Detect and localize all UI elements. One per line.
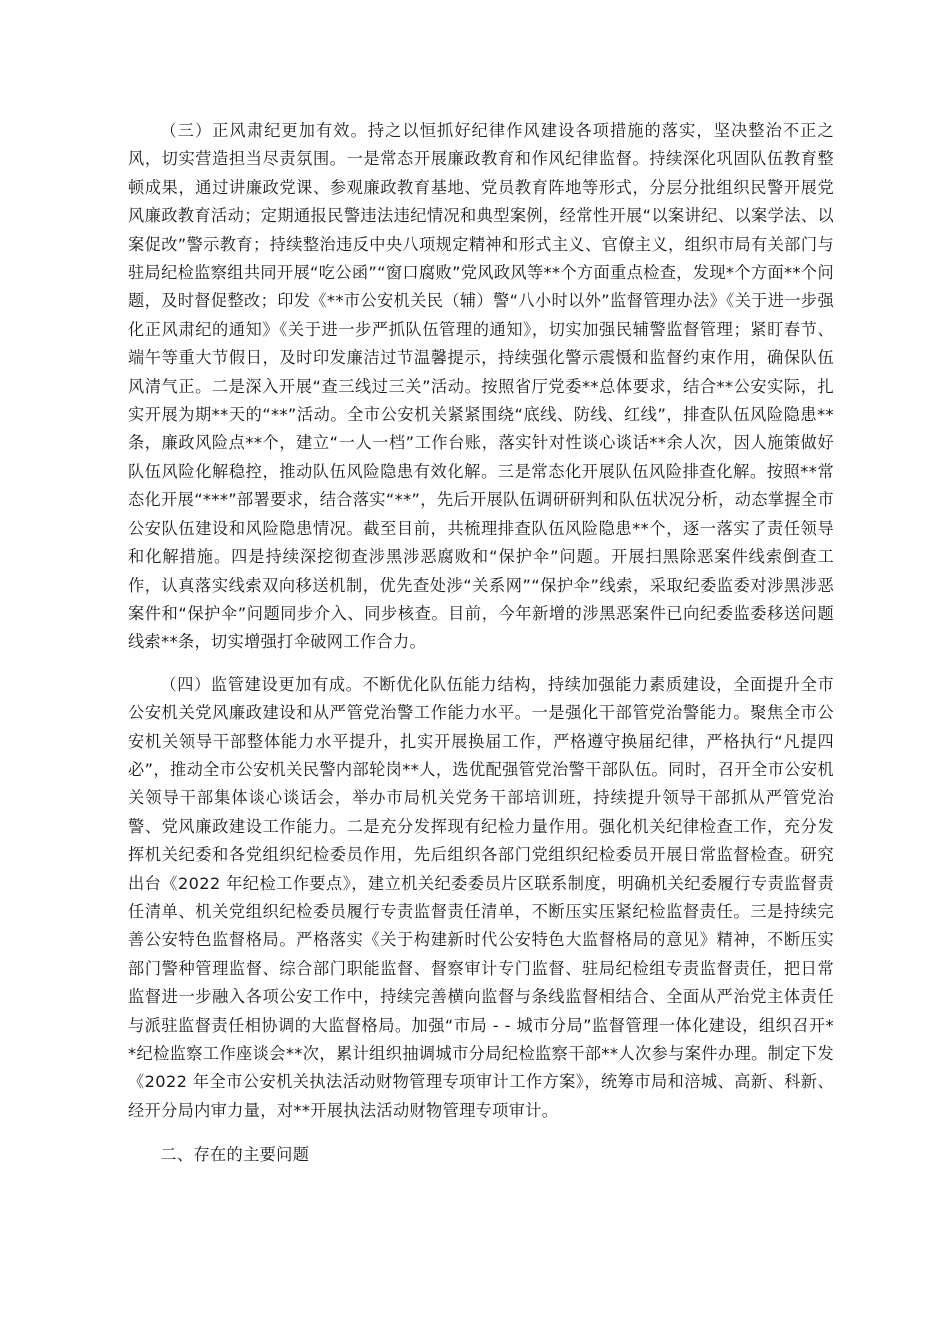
paragraph-section-three: （三）正风肃纪更加有效。持之以恒抓好纪律作风建设各项措施的落实，坚决整治不正之风，切实营造担当尽责氛围。一是常态开展廉政教育和作风纪律监督。持续深化巩固队伍教育整顿成果，通过讲廉政党课、参观廉政教育基地、党员教育阵地等形式，分层分批组织民警开展党风廉政教育活动；定期通报民警违法违纪情况和典型案例，经常性开展“以案讲纪、以案学法、以案促改”警示教育；持续整治违反中央八项规定精神和形式主义、官僚主义，组织市局有关部门与驻局纪检监察组共同开展“吃公函”“窗口腐败”党风政风等**个方面重点检查，发现*个方面**个问题，及时督促整改；印发《**市公安机关民（辅）警“八小时以外”监督管理办法》《关于进一步强化正风肃纪的通知》《关于进一步严抓队伍管理的通知》，切实加强民辅警监督管理；紧盯春节、端午等重大节假日，及时印发廉洁过节温馨提示，持续强化警示震慑和监督约束作用，确保队伍风清气正。二是深入开展“查三线过三关”活动。按照省厅党委**总体要求，结合**公安实际，扎实开展为期**天的“**”活动。全市公安机关紧紧围绕“底线、防线、红线”，排查队伍风险隐患**条，廉政风险点**个，建立“一人一档”工作台账，落实针对性谈心谈话**余人次，因人施策做好队伍风险化解稳控，推动队伍风险隐患有效化解。三是常态化开展队伍风险排查化解。按照**常态化开展“***”部署要求，结合落实“**”，先后开展队伍调研研判和队伍状况分析，动态掌握全市公安队伍建设和风险隐患情况。截至目前，共梳理排查队伍风险隐患**个，逐一落实了责任领导和化解措施。四是持续深挖彻查涉黑涉恶腐败和“保护伞”问题。开展扫黑除恶案件线索倒查工作，认真落实线索双向移送机制，优先查处涉“关系网”“保护伞”线索，采取纪委监委对涉黑涉恶案件和“保护伞”问题同步介入、同步核查。目前，今年新增的涉黑恶案件已向纪委监委移送问题线索**条，切实增强打伞破网工作合力。 <box>128 121 834 652</box>
document-body <box>128 117 834 1170</box>
section-heading: 二、存在的主要问题 <box>160 1145 310 1165</box>
paragraph-section-four: （四）监管建设更加有成。不断优化队伍能力结构，持续加强能力素质建设，全面提升全市公安机关党风廉政建设和从严管党治警工作能力水平。一是强化干部管党治警能力。聚焦全市公安机关领导干部整体能力水平提升，扎实开展换届工作，严格遵守换届纪律，严格执行“凡提四必”，推动全市公安机关民警内部轮岗**人，选优配强管党治警干部队伍。同时，召开全市公安机关领导干部集体谈心谈话会，举办市局机关党务干部培训班，持续提升领导干部抓从严管党治警、党风廉政建设工作能力。二是充分发挥现有纪检力量作用。强化机关纪律检查工作，充分发挥机关纪委和各党组织纪检委员作用，先后组织各部门党组织纪检委员开展日常监督检查。研究出台《2022 年纪检工作要点》，建立机关纪委委员片区联系制度，明确机关纪委履行专责监督责任清单、机关党组织纪检委员履行专责监督责任清单，不断压实压紧纪检监督责任。三是持续完善公安特色监督格局。严格落实《关于构建新时代公安特色大监督格局的意见》精神，不断压实部门警种管理监督、综合部门职能监督、督察审计专门监督、驻局纪检组专责监督责任，把日常监督进一步融入各项公安工作中，持续完善横向监督与条线监督相结合、全面从严治党主体责任与派驻监督责任相协调的大监督格局。加强“市局 - - 城市分局”监督管理一体化建设，组织召开**纪检监察工作座谈会**次，累计组织抽调城市分局纪检监察干部**人次参与案件办理。制定下发《2022 年全市公安机关执法活动财物管理专项审计工作方案》，统筹市局和涪城、高新、科新、经开分局内审力量，对**开展执法活动财物管理专项审计。 <box>128 674 834 1120</box>
